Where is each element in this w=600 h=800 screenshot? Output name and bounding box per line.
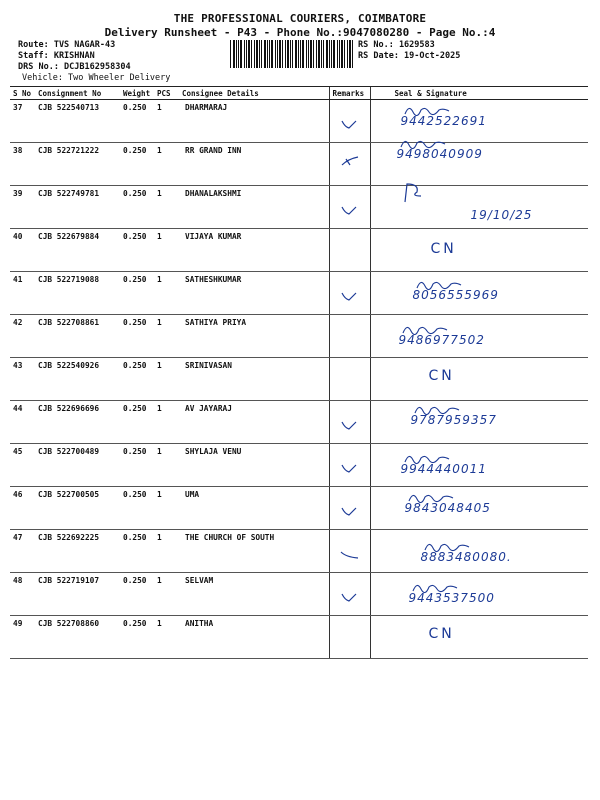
- row-weight: 0.250: [120, 100, 154, 143]
- row-weight: 0.250: [120, 272, 154, 315]
- row-sno: 38: [10, 143, 35, 186]
- row-remarks: [329, 315, 370, 358]
- table-row: [10, 401, 588, 444]
- row-consignment-no: CJB 522719088: [35, 272, 120, 315]
- table-row: [10, 573, 588, 616]
- row-consignee: SRINIVASAN: [179, 358, 329, 401]
- row-consignment-no: CJB 522692225: [35, 530, 120, 573]
- col-header-consignment: Consignment No: [35, 87, 120, 100]
- row-sno: 40: [10, 229, 35, 272]
- row-consignment-no: CJB 522696696: [35, 401, 120, 444]
- handwritten-signature-text: CN: [428, 626, 455, 642]
- table-row: [10, 315, 588, 358]
- row-pcs: 1: [154, 100, 179, 143]
- col-header-remarks: Remarks: [329, 87, 370, 100]
- col-header-pcs: PCS: [154, 87, 179, 100]
- handwritten-signature-text: 9787959357: [410, 413, 497, 427]
- row-pcs: 1: [154, 444, 179, 487]
- row-remarks: [329, 143, 370, 186]
- row-remarks: [329, 401, 370, 444]
- row-pcs: 1: [154, 143, 179, 186]
- tick-mark-icon: [340, 462, 360, 476]
- row-remarks: [329, 229, 370, 272]
- row-signature: [370, 229, 588, 272]
- row-sno: 42: [10, 315, 35, 358]
- handwritten-signature-text: 9843048405: [404, 501, 491, 515]
- row-consignment-no: CJB 522540713: [35, 100, 120, 143]
- handwritten-signature-text: 8056555969: [412, 288, 499, 302]
- row-remarks: [329, 444, 370, 487]
- row-remarks: [329, 530, 370, 573]
- row-weight: 0.250: [120, 229, 154, 272]
- drs-label: DRS No.: DCJB162958304: [18, 62, 131, 72]
- row-weight: 0.250: [120, 444, 154, 487]
- barcode-image: [230, 40, 354, 68]
- row-sno: 47: [10, 530, 35, 573]
- row-remarks: [329, 186, 370, 229]
- table-row: [10, 186, 588, 229]
- row-consignment-no: CJB 522700489: [35, 444, 120, 487]
- signature-scribble-icon: [415, 276, 465, 292]
- row-pcs: 1: [154, 229, 179, 272]
- row-consignee: SATHESHKUMAR: [179, 272, 329, 315]
- route-label: Route: TVS NAGAR-43: [18, 40, 116, 50]
- row-weight: 0.250: [120, 143, 154, 186]
- table-row: [10, 229, 588, 272]
- signature-scribble-icon: [423, 538, 473, 554]
- col-header-signature: Seal & Signature: [370, 87, 588, 100]
- handwritten-signature-text: 9442522691: [400, 114, 487, 128]
- row-sno: 39: [10, 186, 35, 229]
- row-pcs: 1: [154, 573, 179, 616]
- signature-scribble-icon: [399, 182, 429, 204]
- handwritten-signature-text: CN: [428, 368, 455, 384]
- row-signature: [370, 358, 588, 401]
- row-pcs: 1: [154, 530, 179, 573]
- row-pcs: 1: [154, 186, 179, 229]
- row-consignment-no: CJB 522708860: [35, 616, 120, 659]
- row-consignment-no: CJB 522749781: [35, 186, 120, 229]
- table-row: [10, 100, 588, 143]
- row-consignee: SATHIYA PRIYA: [179, 315, 329, 358]
- col-header-weight: Weight: [120, 87, 154, 100]
- row-sno: 41: [10, 272, 35, 315]
- row-signature: [370, 401, 588, 444]
- runsheet-table: [10, 86, 588, 659]
- tick-mark-icon: [340, 419, 360, 433]
- tick-mark-icon: [340, 505, 360, 519]
- row-pcs: 1: [154, 487, 179, 530]
- signature-scribble-icon: [401, 321, 451, 337]
- row-sno: 48: [10, 573, 35, 616]
- row-consignee: DHANALAKSHMI: [179, 186, 329, 229]
- tick-mark-icon: [340, 591, 360, 605]
- tick-mark-icon: [340, 290, 360, 304]
- row-consignment-no: CJB 522719107: [35, 573, 120, 616]
- row-weight: 0.250: [120, 401, 154, 444]
- table-row: [10, 616, 588, 659]
- row-pcs: 1: [154, 401, 179, 444]
- row-remarks: [329, 487, 370, 530]
- row-consignee: THE CHURCH OF SOUTH: [179, 530, 329, 573]
- signature-scribble-icon: [399, 135, 449, 151]
- rs-number: RS No.: 1629583: [358, 40, 435, 50]
- runsheet-subtitle: Delivery Runsheet - P43 - Phone No.:9047080280 - Page No.:4: [104, 26, 496, 39]
- col-header-consignee: Consignee Details: [179, 87, 329, 100]
- row-signature: [370, 616, 588, 659]
- row-signature: [370, 530, 588, 573]
- row-sno: 43: [10, 358, 35, 401]
- row-consignment-no: CJB 522540926: [35, 358, 120, 401]
- row-pcs: 1: [154, 616, 179, 659]
- table-row: [10, 487, 588, 530]
- handwritten-signature-text: 8883480080.: [420, 550, 512, 564]
- row-remarks: [329, 100, 370, 143]
- row-consignee: SHYLAJA VENU: [179, 444, 329, 487]
- row-weight: 0.250: [120, 530, 154, 573]
- table-header-row: [10, 87, 588, 100]
- tick-mark-icon: [340, 155, 360, 169]
- row-weight: 0.250: [120, 186, 154, 229]
- row-sno: 45: [10, 444, 35, 487]
- row-sno: 49: [10, 616, 35, 659]
- table-row: [10, 358, 588, 401]
- col-header-sno: S No: [10, 87, 35, 100]
- row-sno: 37: [10, 100, 35, 143]
- company-title: THE PROFESSIONAL COURIERS, COIMBATORE: [173, 12, 427, 25]
- handwritten-signature-text: CN: [430, 241, 457, 257]
- row-signature: [370, 444, 588, 487]
- handwritten-signature-text: 9498040909: [396, 147, 483, 161]
- row-sno: 46: [10, 487, 35, 530]
- row-pcs: 1: [154, 358, 179, 401]
- row-consignment-no: CJB 522708861: [35, 315, 120, 358]
- signature-scribble-icon: [403, 102, 453, 118]
- row-signature: [370, 573, 588, 616]
- signature-scribble-icon: [403, 450, 453, 466]
- table-row: [10, 272, 588, 315]
- handwritten-signature-text: 9486977502: [398, 333, 485, 347]
- row-consignee: DHARMARAJ: [179, 100, 329, 143]
- row-consignee: ANITHA: [179, 616, 329, 659]
- row-remarks: [329, 616, 370, 659]
- row-consignment-no: CJB 522679884: [35, 229, 120, 272]
- staff-label: Staff: KRISHNAN: [18, 51, 95, 61]
- row-signature: [370, 487, 588, 530]
- row-signature: [370, 272, 588, 315]
- row-pcs: 1: [154, 315, 179, 358]
- row-signature: [370, 315, 588, 358]
- row-remarks: [329, 272, 370, 315]
- row-consignee: SELVAM: [179, 573, 329, 616]
- tick-mark-icon: [340, 548, 360, 562]
- row-consignee: UMA: [179, 487, 329, 530]
- row-weight: 0.250: [120, 358, 154, 401]
- row-sno: 44: [10, 401, 35, 444]
- row-weight: 0.250: [120, 616, 154, 659]
- tick-mark-icon: [340, 204, 360, 218]
- table-row: [10, 143, 588, 186]
- rs-date: RS Date: 19-Oct-2025: [358, 51, 461, 61]
- row-consignment-no: CJB 522721222: [35, 143, 120, 186]
- row-signature: [370, 143, 588, 186]
- row-signature: [370, 186, 588, 229]
- handwritten-signature-text: 9443537500: [408, 591, 495, 605]
- signature-scribble-icon: [411, 579, 461, 595]
- signature-scribble-icon: [413, 401, 463, 417]
- table-row: [10, 530, 588, 573]
- vehicle-label: Vehicle: Two Wheeler Delivery: [22, 73, 171, 83]
- row-consignee: RR GRAND INN: [179, 143, 329, 186]
- tick-mark-icon: [340, 118, 360, 132]
- table-row: [10, 444, 588, 487]
- row-remarks: [329, 573, 370, 616]
- row-consignee: AV JAYARAJ: [179, 401, 329, 444]
- row-consignment-no: CJB 522700505: [35, 487, 120, 530]
- handwritten-signature-text: 9944440011: [400, 462, 487, 476]
- row-pcs: 1: [154, 272, 179, 315]
- row-weight: 0.250: [120, 573, 154, 616]
- row-weight: 0.250: [120, 487, 154, 530]
- row-weight: 0.250: [120, 315, 154, 358]
- signature-scribble-icon: [407, 489, 457, 505]
- handwritten-signature-text: 19/10/25: [470, 208, 533, 222]
- row-remarks: [329, 358, 370, 401]
- row-consignee: VIJAYA KUMAR: [179, 229, 329, 272]
